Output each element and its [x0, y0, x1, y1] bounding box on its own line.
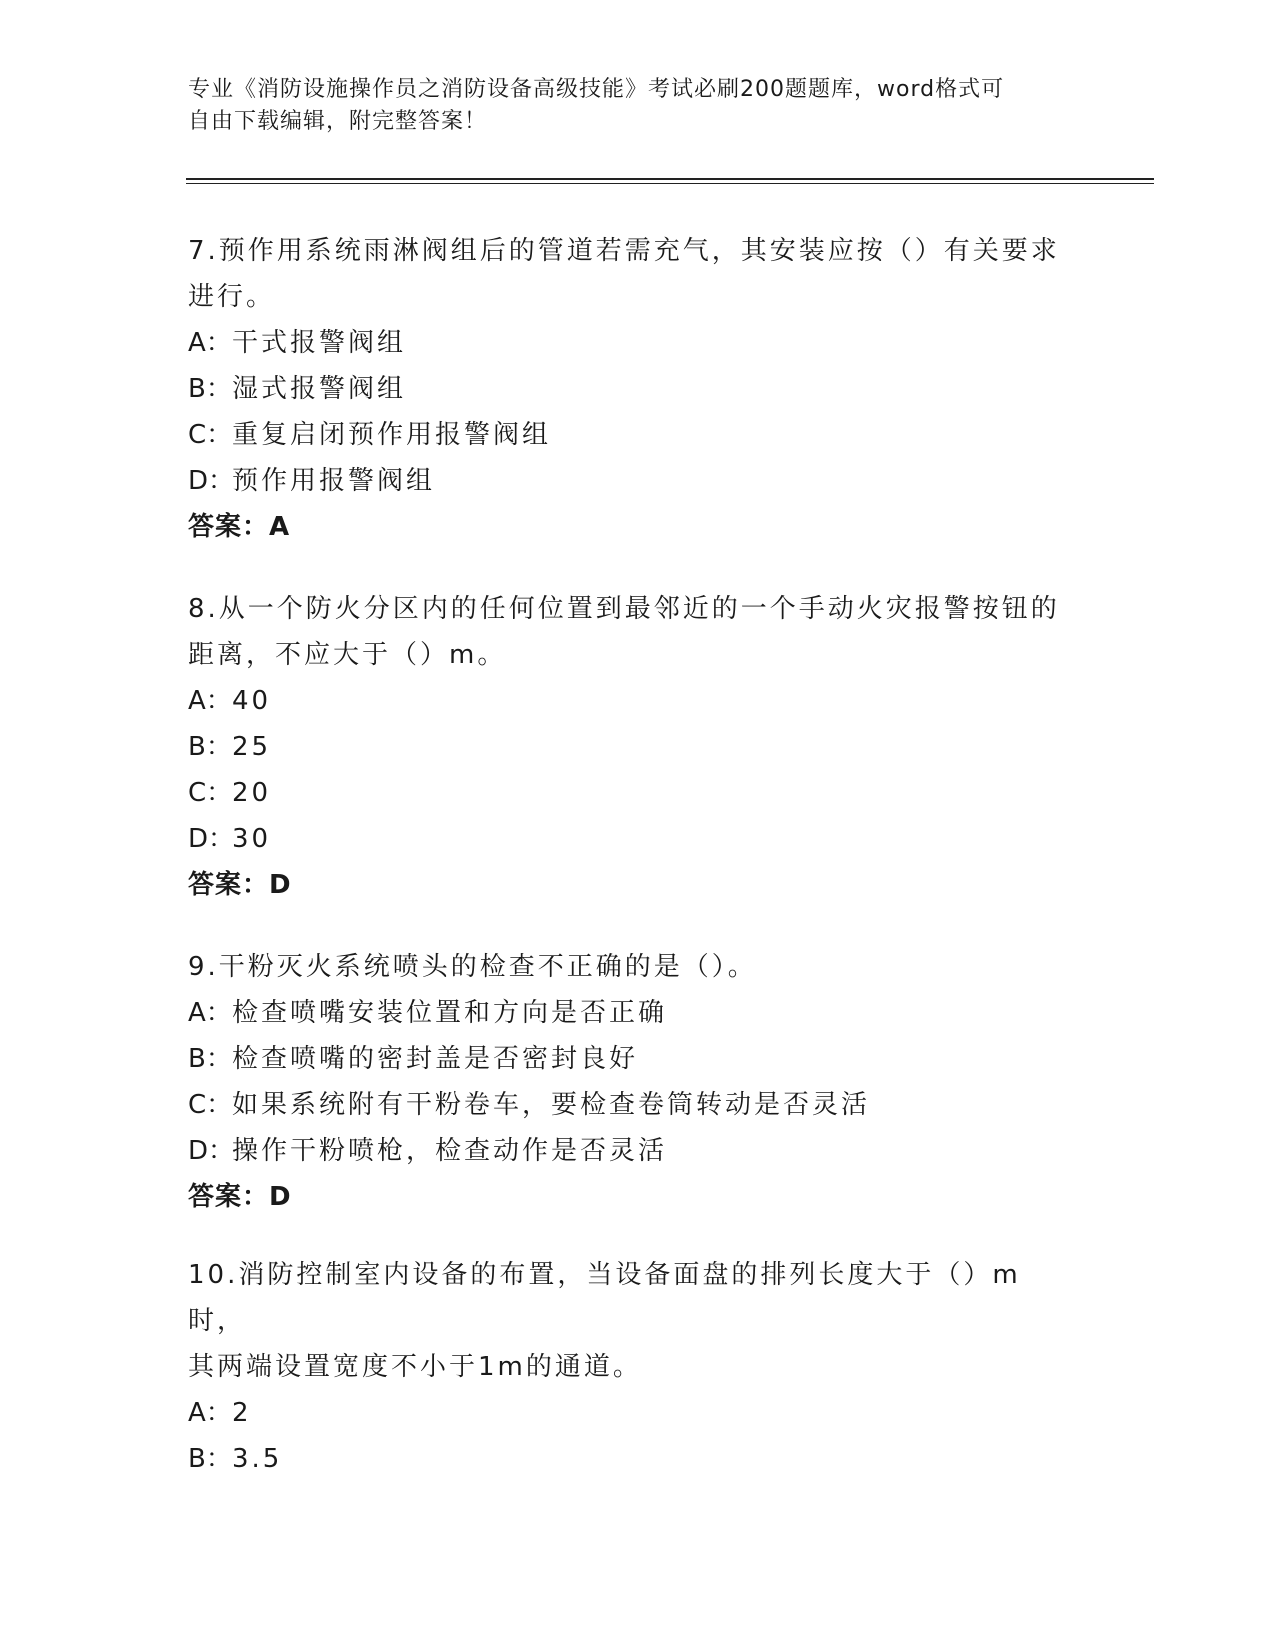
option-text: 干式报警阀组	[232, 328, 407, 358]
question-8	[188, 586, 1068, 908]
option-b	[188, 1436, 1068, 1482]
option-text: 重复启闭预作用报警阀组	[232, 420, 552, 450]
option-letter: D：	[188, 1136, 235, 1166]
option-text: 2	[232, 1398, 252, 1428]
option-text: 3.5	[232, 1444, 283, 1474]
option-b	[188, 366, 1068, 412]
header-line-2: 自由下载编辑，附完整答案！	[188, 109, 488, 134]
option-letter: A：	[188, 686, 232, 716]
answer-line: 答案：A	[188, 512, 291, 542]
option-d	[188, 1128, 1068, 1174]
question-stem-line: 进行。	[188, 282, 276, 312]
question-stem-line: 10.消防控制室内设备的布置，当设备面盘的排列长度大于（）m时，	[188, 1260, 1021, 1336]
option-text: 30	[232, 824, 272, 854]
option-c	[188, 1082, 1068, 1128]
document-header	[188, 74, 1068, 138]
question-stem-line: 其两端设置宽度不小于1m的通道。	[188, 1352, 642, 1382]
option-text: 检查喷嘴的密封盖是否密封良好	[232, 1044, 639, 1074]
option-c	[188, 770, 1068, 816]
option-letter: B：	[188, 374, 232, 404]
question-stem-line: 9.干粉灭火系统喷头的检查不正确的是（）。	[188, 952, 757, 982]
option-text: 操作干粉喷枪，检查动作是否灵活	[232, 1136, 668, 1166]
header-divider-thick	[186, 178, 1154, 180]
option-text: 预作用报警阀组	[232, 466, 436, 496]
option-a	[188, 990, 1068, 1036]
header-divider-thin	[186, 183, 1154, 184]
option-c	[188, 412, 1068, 458]
option-letter: D：	[188, 824, 235, 854]
option-letter: A：	[188, 998, 232, 1028]
question-9	[188, 944, 1068, 1220]
option-text: 25	[232, 732, 272, 762]
option-letter: C：	[188, 420, 233, 450]
option-letter: B：	[188, 732, 232, 762]
option-a	[188, 1390, 1068, 1436]
answer-line: 答案：D	[188, 1182, 292, 1212]
option-letter: C：	[188, 1090, 233, 1120]
option-d	[188, 458, 1068, 504]
question-10	[188, 1252, 1068, 1482]
header-line-1: 专业《消防设施操作员之消防设备高级技能》考试必刷200题题库，word格式可	[188, 77, 1005, 102]
option-a	[188, 678, 1068, 724]
question-7	[188, 228, 1068, 550]
option-b	[188, 1036, 1068, 1082]
option-text: 湿式报警阀组	[232, 374, 407, 404]
option-text: 如果系统附有干粉卷车，要检查卷筒转动是否灵活	[232, 1090, 871, 1120]
option-letter: B：	[188, 1444, 232, 1474]
option-letter: D：	[188, 466, 235, 496]
option-letter: A：	[188, 328, 232, 358]
question-stem-line: 距离，不应大于（）m。	[188, 640, 507, 670]
answer-line: 答案：D	[188, 870, 292, 900]
option-b	[188, 724, 1068, 770]
option-a	[188, 320, 1068, 366]
question-stem-line: 8.从一个防火分区内的任何位置到最邻近的一个手动火灾报警按钮的	[188, 594, 1060, 624]
option-text: 检查喷嘴安装位置和方向是否正确	[232, 998, 668, 1028]
option-letter: A：	[188, 1398, 232, 1428]
option-d	[188, 816, 1068, 862]
option-letter: B：	[188, 1044, 232, 1074]
question-stem-line: 7.预作用系统雨淋阀组后的管道若需充气，其安装应按（）有关要求	[188, 236, 1060, 266]
option-letter: C：	[188, 778, 233, 808]
option-text: 40	[232, 686, 272, 716]
option-text: 20	[232, 778, 272, 808]
